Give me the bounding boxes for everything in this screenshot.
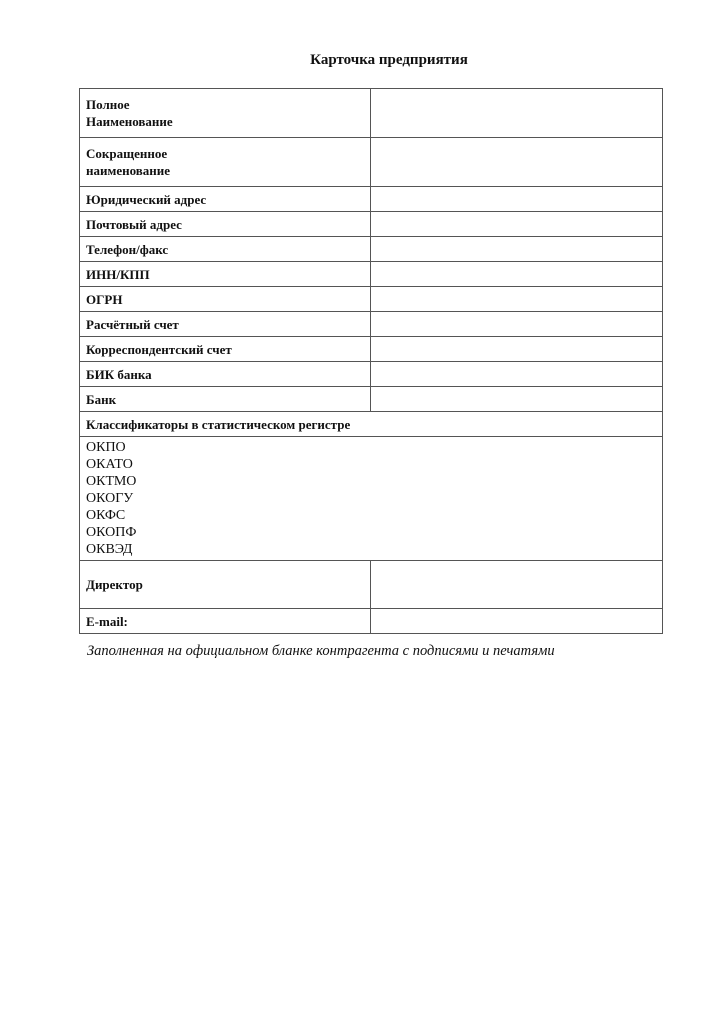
row-label-line1: Полное (86, 97, 130, 112)
classifier-item: ОКВЭД (86, 542, 133, 557)
row-label (80, 89, 371, 138)
value-cell-short-name[interactable] (371, 138, 663, 187)
table-row (80, 89, 663, 138)
table-row (80, 387, 663, 412)
row-label: Банк (80, 387, 371, 412)
table-row (80, 187, 663, 212)
row-label: Почтовый адрес (80, 212, 371, 237)
table-row (80, 237, 663, 262)
classifier-item: ОКОПФ (86, 525, 137, 540)
classifier-item: ОКОГУ (86, 491, 134, 506)
table-row (80, 609, 663, 634)
table-row (80, 337, 663, 362)
classifiers-header: Классификаторы в статистическом регистре (80, 412, 663, 437)
row-label-line2: наименование (86, 163, 171, 178)
row-label: Юридический адрес (80, 187, 371, 212)
row-label-line1: Сокращенное (86, 146, 168, 161)
page-title: Карточка предприятия (310, 52, 468, 68)
value-cell-bik[interactable] (371, 362, 663, 387)
row-label: ИНН/КПП (80, 262, 371, 287)
company-card-table (79, 88, 663, 634)
row-label: ОГРН (80, 287, 371, 312)
value-cell-director[interactable] (371, 561, 663, 609)
table-row (80, 138, 663, 187)
classifier-item: ОКТМО (86, 474, 137, 489)
value-cell-legal-address[interactable] (371, 187, 663, 212)
value-cell-bank[interactable] (371, 387, 663, 412)
table-row (80, 287, 663, 312)
row-label (80, 138, 371, 187)
table-row (80, 412, 663, 437)
value-cell-email[interactable] (371, 609, 663, 634)
value-cell-settlement-account[interactable] (371, 312, 663, 337)
classifier-item: ОКФС (86, 508, 126, 523)
table-row (80, 437, 663, 561)
row-label: Расчётный счет (80, 312, 371, 337)
row-label-line2: Наименование (86, 114, 173, 129)
row-label: Корреспондентский счет (80, 337, 371, 362)
table-row (80, 262, 663, 287)
classifier-item: ОКАТО (86, 457, 133, 472)
value-cell-phone-fax[interactable] (371, 237, 663, 262)
value-cell-ogrn[interactable] (371, 287, 663, 312)
row-label: Телефон/факс (80, 237, 371, 262)
classifiers-list (80, 437, 663, 561)
table-row (80, 312, 663, 337)
row-label: Директор (80, 561, 371, 609)
row-label: БИК банка (80, 362, 371, 387)
value-cell-full-name[interactable] (371, 89, 663, 138)
value-cell-inn-kpp[interactable] (371, 262, 663, 287)
table-row (80, 212, 663, 237)
value-cell-correspondent-account[interactable] (371, 337, 663, 362)
classifier-item: ОКПО (86, 440, 126, 455)
footer-note: Заполненная на официальном бланке контрагента с подписями и печатями (87, 643, 555, 659)
table-row (80, 362, 663, 387)
row-label: E-mail: (80, 609, 371, 634)
value-cell-postal-address[interactable] (371, 212, 663, 237)
table-row (80, 561, 663, 609)
